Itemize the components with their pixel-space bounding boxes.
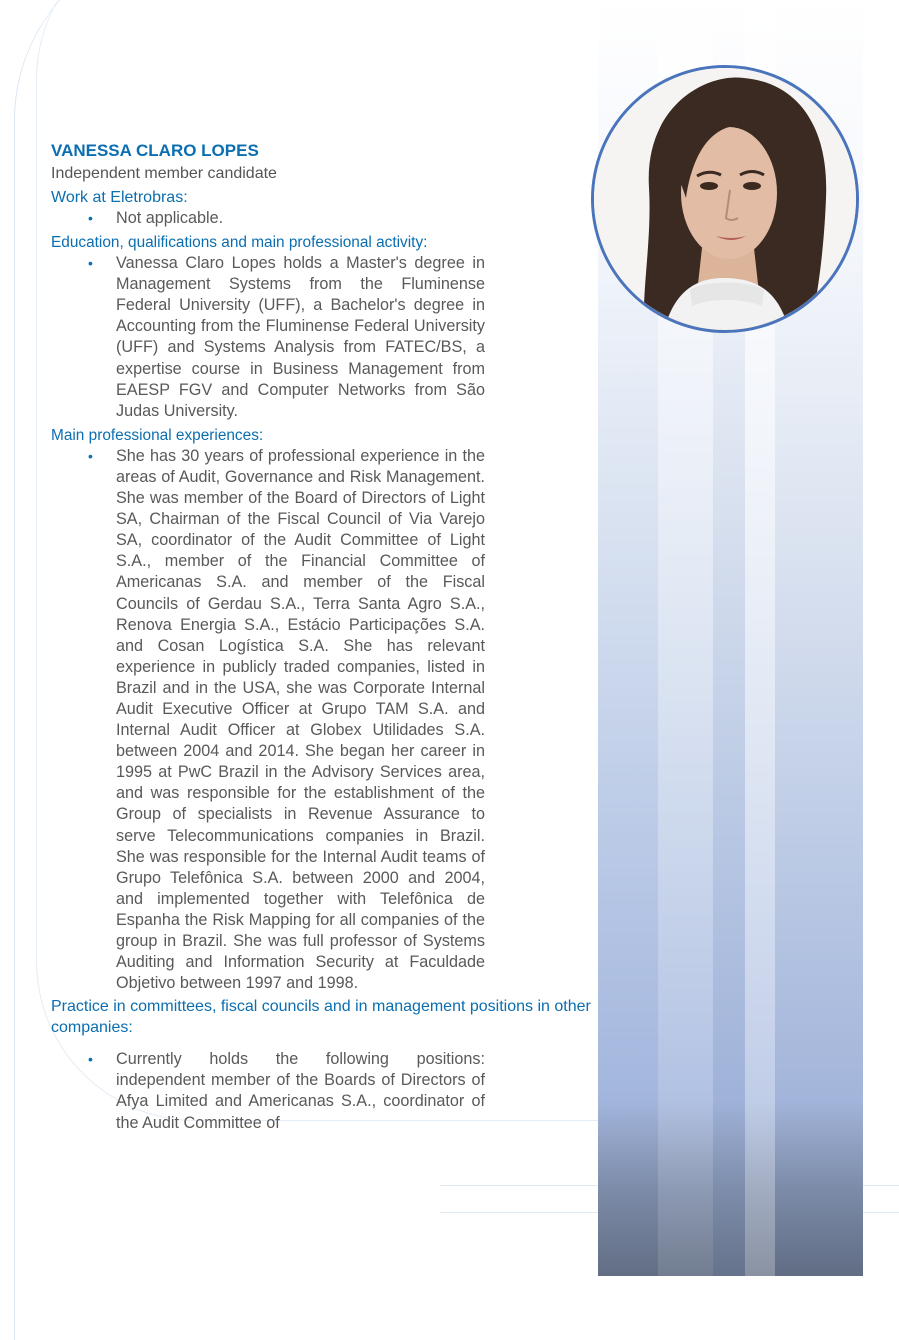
bullet-icon: • xyxy=(88,210,93,226)
list-item xyxy=(51,1049,485,1133)
list-item-text: She has 30 years of professional experience in the areas of Audit, Governance and Risk Management. She was member of the Board of Directors of Light SA, Chairman of the Fiscal Council of Via Varejo SA, coordinator of the Audit Committee of Light S.A., member of the Financial Committee of Americanas S.A. and member of the Fiscal Councils of Gerdau S.A., Terra Santa Agro S.A., Renova Energia S.A., Estácio Participações S.A. and Cosan Logística S.A. She has relevant experience in publicly traded companies, listed in Brazil and in the USA, she was Corporate Internal Audit Executive Officer at Grupo TAM S.A. and Internal Audit Officer at Globex Utilidades S.A. between 2004 and 2014. She began her career in 1995 at PwC Brazil in the Advisory Services area, and was responsible for the establishment of the Group of specialists in Revenue Assurance to serve Telecommunications companies in Brazil. She was responsible for the Internal Audit teams of Grupo Telefônica S.A. between 2000 and 2004, and implemented together with Telefônica de Espanha the Risk Mapping for all companies of the group in Brazil. She was full professor of Systems Auditing and Information Security at Faculdade Objetivo between 1997 and 1998. xyxy=(116,446,485,993)
list-item-text: Vanessa Claro Lopes holds a Master's degree in Management Systems from the Fluminense Federal University (UFF), a Bachelor's degree in Accounting from the Fluminense Federal University (UFF) and Systems Analysis from FATEC/BS, a expertise course in Business Management from EAESP FGV and Computer Networks from São Judas University. xyxy=(116,254,485,420)
committees-list xyxy=(51,1049,591,1133)
list-item xyxy=(51,208,485,229)
candidate-photo xyxy=(591,65,859,333)
bullet-icon: • xyxy=(88,255,93,272)
candidate-name: VANESSA CLARO LOPES xyxy=(51,141,259,160)
education-list xyxy=(51,253,591,422)
section-heading-committees: Practice in committees, fiscal councils and in management positions in other companies: xyxy=(51,998,591,1037)
section-heading-experience: Main professional experiences: xyxy=(51,426,264,444)
candidate-portrait xyxy=(594,68,856,330)
list-item-text: Currently holds the following positions: independent member of the Boards of Directors of Afya Limited and Americanas S.A., coordinator of the Audit Committee of xyxy=(116,1050,485,1132)
candidate-subtitle: Independent member candidate xyxy=(51,165,277,182)
candidate-profile xyxy=(51,140,591,1134)
work-list xyxy=(51,208,591,229)
list-item xyxy=(51,446,485,994)
list-item xyxy=(51,253,485,422)
bullet-icon: • xyxy=(88,1051,93,1068)
bullet-icon: • xyxy=(88,447,93,464)
list-item-text: Not applicable. xyxy=(116,209,224,227)
section-heading-education: Education, qualifications and main professional activity: xyxy=(51,234,428,252)
section-heading-work: Work at Eletrobras: xyxy=(51,189,188,206)
experience-list xyxy=(51,446,591,994)
